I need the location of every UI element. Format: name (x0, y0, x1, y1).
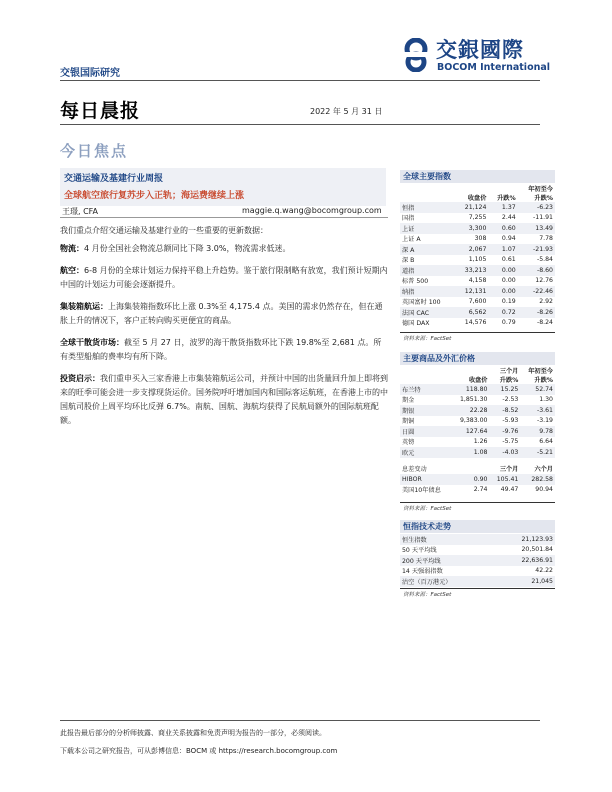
cell-value: 52.74 (520, 384, 555, 395)
cell-value: 0.00 (488, 265, 517, 276)
hk-tech-rule (400, 588, 555, 589)
row-label: 深 B (402, 257, 415, 265)
hk-tech-source: 资料来源：FactSet (403, 592, 452, 598)
cell-value: 308 (474, 235, 487, 243)
row-label: 英国富时 100 (402, 299, 441, 307)
table-row (400, 534, 555, 545)
cell-value: 1.26 (473, 438, 488, 446)
cell-value: 0.72 (488, 307, 517, 318)
table-row (400, 566, 555, 577)
cell-value: 21,123.93 (493, 534, 555, 545)
indices-rule (400, 332, 555, 333)
indices-title: 全球主要指数 (400, 170, 555, 183)
cell-value: 1.30 (539, 396, 553, 404)
row-label: 200 天平均线 (400, 555, 493, 566)
table-header: 收盘价 升跌% 年初至今 升跌% (467, 186, 553, 202)
cell-value: -22.46 (518, 286, 555, 297)
table-row (400, 447, 555, 458)
cell-value: 15.25 (490, 384, 521, 395)
cell-value: 7,255 (468, 214, 487, 222)
cell-value: 12,131 (455, 286, 488, 297)
table-row (400, 474, 555, 485)
cell-value: 90.94 (535, 486, 553, 494)
cell-value: 4,158 (468, 277, 487, 285)
cell-value: 1.37 (488, 202, 517, 213)
table-row (400, 395, 555, 406)
cell-value: 1.08 (452, 447, 490, 458)
footer-disclaimer: 此报告最后部分的分析师披露、商业关系披露和免责声明为报告的一部分，必须阅读。 (60, 729, 326, 737)
footer-rule (60, 720, 540, 721)
cell-value: 1.07 (488, 244, 517, 255)
table-row (400, 545, 555, 556)
table-row (400, 276, 555, 287)
table-row (400, 286, 555, 297)
commodities-source: 资料来源：FactSet (403, 506, 452, 512)
brand-name-cn: 交銀國際 (436, 38, 524, 62)
paragraph: 全球干散货市场：截至 5 月 27 日，波罗的海干散货指数环比下跌 19.8%至 2,681 点。所有类型船舶的费率均有所下降。 (60, 338, 382, 361)
report-headline: 全球航空旅行复苏步入正轨；海运费继续上涨 (64, 191, 245, 201)
cell-value: 2.74 (473, 486, 488, 494)
author-name: 王璟, CFA (62, 207, 99, 216)
cell-value: -9.76 (490, 426, 521, 437)
commodities-rule (400, 502, 555, 503)
cell-value: 33,213 (455, 265, 488, 276)
row-label: 深 A (400, 244, 455, 255)
cell-value: 14,576 (464, 319, 487, 327)
cell-value: -4.03 (490, 447, 521, 458)
cell-value: 2.92 (539, 298, 553, 306)
table-row (400, 416, 555, 427)
cell-value: -11.91 (533, 214, 553, 222)
cell-value: 21,045 (493, 576, 555, 587)
row-label: 纳指 (400, 286, 455, 297)
table-row (400, 223, 555, 234)
cell-value: -8.52 (490, 405, 521, 416)
cell-value: -5.75 (502, 438, 519, 446)
cell-value: -2.53 (502, 396, 519, 404)
cell-value: -5.21 (520, 447, 555, 458)
cell-value: 0.00 (501, 277, 516, 285)
brand-name-en: BOCOM International (437, 62, 551, 73)
cell-value: -6.23 (518, 202, 555, 213)
row-label: 法国 CAC (400, 307, 455, 318)
row-label: 上证 A (402, 236, 421, 244)
table-row (400, 255, 555, 266)
commodities-table (400, 366, 555, 495)
paragraph: 投资启示：我们重申买入三家香港上市集装箱航运公司，并预计中国的出货量回升加上即将到来的旺季可能会进一步支撑现货运价。国务院呼吁增加国内和国际客运航班，在香港上市的中国航司股价上周平均环比反弹 6.7%。南航、国航、海航均获得了民航局额外的国际航班配额。 (60, 374, 388, 425)
table-row (400, 234, 555, 245)
cell-value: 22,636.91 (493, 555, 555, 566)
cell-value: 118.80 (452, 384, 490, 395)
paragraph: 我们重点介绍交通运输及基建行业的一些重要的更新数据： (60, 226, 268, 235)
paragraph: 集装箱航运：上海集装箱指数环比上涨 0.3%至 4,175.4 点。美国的需求仍然存在，但在通胀上升的情况下，客户正转向购买更便宜的商品。 (60, 302, 383, 325)
cell-value: 1,851.30 (459, 396, 488, 404)
row-label: 道指 (400, 265, 455, 276)
cell-value: 12.76 (535, 277, 553, 285)
row-label: 上证 (400, 223, 455, 234)
table-header: 收盘价 三个月 升跌% 年初至今 升跌% (468, 368, 553, 384)
row-label: 德国 DAX (402, 320, 430, 328)
cell-value: 0.90 (452, 474, 490, 485)
cell-value: -8.26 (518, 307, 555, 318)
table-row (400, 265, 555, 276)
row-label: 欧元 (400, 447, 452, 458)
paragraph: 物流：4 月份全国社会物流总额同比下降 3.0%，物流需求低迷。 (60, 244, 291, 253)
cell-value: 6.64 (539, 438, 553, 446)
author-rule (60, 217, 388, 218)
table-row (400, 202, 555, 213)
cell-value: 21,124 (455, 202, 488, 213)
cell-value: 49.47 (500, 486, 519, 494)
footer-download[interactable]: 下载本公司之研究报告，可从彭博信息：BOCM 或 https://research.bocomgroup.com (60, 747, 338, 755)
cell-value: 0.94 (501, 235, 516, 243)
table-row (400, 318, 555, 329)
row-label: HIBOR (400, 474, 452, 485)
cell-value: 0.79 (501, 319, 516, 327)
row-label: 国指 (402, 215, 415, 223)
cell-value: 20,501.84 (521, 546, 553, 554)
bocom-logo-icon (400, 38, 432, 72)
table-row (400, 384, 555, 395)
cell-value: -8.24 (536, 319, 553, 327)
table-row (400, 426, 555, 437)
report-date: 2022 年 5 月 31 日 (310, 107, 383, 116)
header-rule (60, 80, 540, 81)
cell-value: 9.78 (520, 426, 555, 437)
cell-value: 2,067 (455, 244, 488, 255)
table-row (400, 307, 555, 318)
row-label: 恒生指数 (400, 534, 493, 545)
section-focus: 今日焦点 (60, 142, 129, 160)
table-row (400, 555, 555, 566)
row-label: 14 天强弱指数 (402, 568, 443, 576)
cell-value: -8.60 (518, 265, 555, 276)
cell-value: 7,600 (468, 298, 487, 306)
title-rule (60, 124, 540, 125)
table-row (400, 405, 555, 416)
author-email[interactable]: maggie.q.wang@bocomgroup.com (242, 206, 382, 215)
indices-source: 资料来源：FactSet (403, 336, 452, 342)
cell-value: -3.19 (536, 417, 553, 425)
row-label: 英镑 (402, 439, 415, 447)
hk-tech-table (400, 534, 555, 587)
row-label: 布兰特 (400, 384, 452, 395)
cell-value: 6,562 (455, 307, 488, 318)
cell-value: 3,300 (455, 223, 488, 234)
cell-value: 13.49 (518, 223, 555, 234)
cell-value: 7.78 (539, 235, 553, 243)
hk-tech-title: 恒指技术走势 (400, 520, 555, 533)
row-label: 期金 (402, 397, 415, 405)
cell-value: 105.41 (490, 474, 521, 485)
rates-header: 息差变动 三个月 六个月 (402, 466, 553, 474)
table-row (400, 576, 555, 587)
cell-value: 2.44 (501, 214, 516, 222)
cell-value: 42.22 (535, 567, 553, 575)
row-label: 50 天平均线 (402, 547, 437, 555)
row-label: 期铜 (402, 418, 415, 426)
row-label: 期银 (400, 405, 452, 416)
table-row (400, 213, 555, 224)
report-sector: 交通运输及基建行业周报 (64, 174, 164, 184)
row-label: 日圆 (400, 426, 452, 437)
table-row (400, 437, 555, 448)
page-title: 每日晨报 (60, 100, 141, 122)
cell-value: 22.28 (452, 405, 490, 416)
indices-table (400, 184, 555, 328)
cell-value: 282.58 (520, 474, 555, 485)
commodities-title: 主要商品及外汇价格 (400, 352, 555, 365)
research-dept: 交银国际研究 (60, 68, 120, 79)
cell-value: 0.61 (501, 256, 516, 264)
cell-value: -5.84 (536, 256, 553, 264)
row-label: 美国10年债息 (402, 487, 441, 495)
cell-value: 0.19 (501, 298, 516, 306)
row-label: 标普 500 (402, 278, 429, 286)
row-label: 沽空（百万港元） (400, 576, 493, 587)
row-label: 恒指 (400, 202, 455, 213)
table-row (400, 244, 555, 255)
cell-value: -21.93 (518, 244, 555, 255)
table-row (400, 297, 555, 308)
cell-value: 0.00 (488, 286, 517, 297)
table-row (400, 485, 555, 496)
paragraph: 航空：6-8 月份的全球计划运力保持平稳上升趋势。鉴于旅行限制略有放宽，我们预计短期内中国的计划运力可能会逐渐提升。 (60, 266, 388, 289)
cell-value: 0.60 (488, 223, 517, 234)
cell-value: 9,383.00 (459, 417, 488, 425)
cell-value: 127.64 (452, 426, 490, 437)
cell-value: -5.93 (502, 417, 519, 425)
cell-value: 1,105 (468, 256, 487, 264)
cell-value: -3.61 (520, 405, 555, 416)
